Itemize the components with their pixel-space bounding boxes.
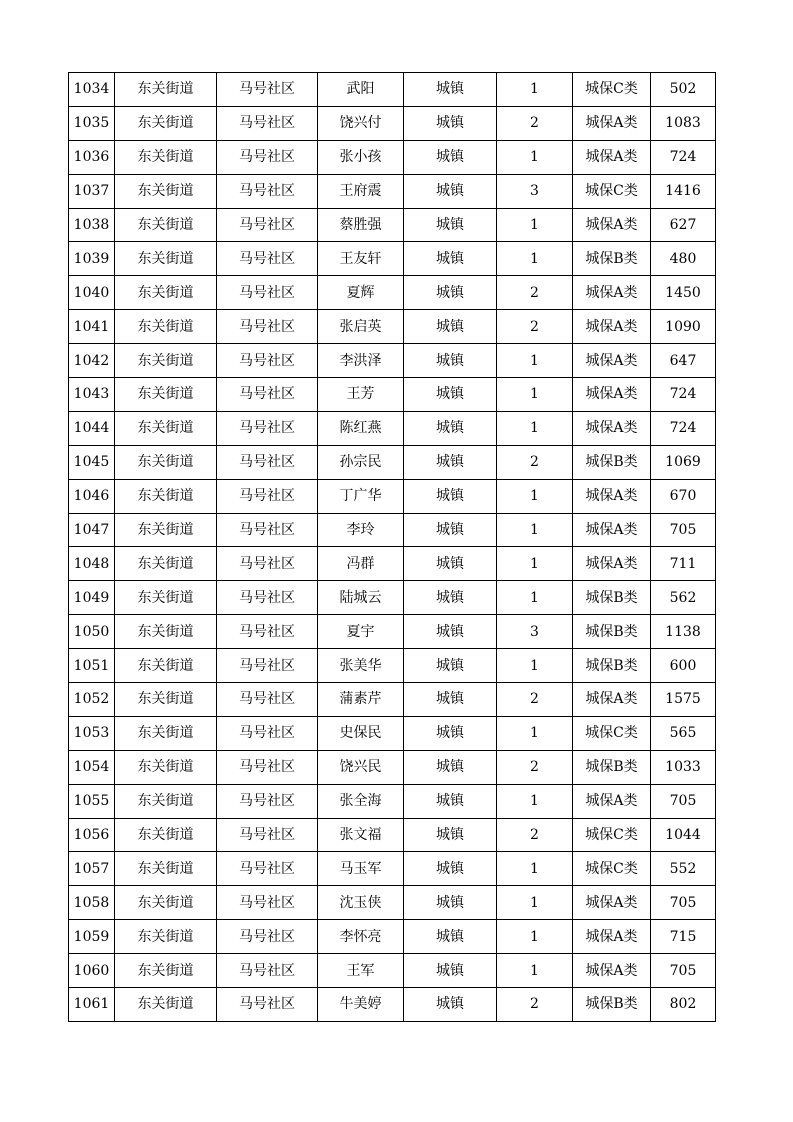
cell-area: 城镇 [404,445,497,479]
cell-amount: 705 [651,886,716,920]
cell-amount: 1083 [651,106,716,140]
cell-assistance-type: 城保C类 [573,818,651,852]
cell-name: 张文福 [318,818,404,852]
cell-amount: 1450 [651,276,716,310]
cell-community: 马号社区 [217,818,318,852]
cell-record-id: 1038 [69,208,115,242]
cell-name: 夏辉 [318,276,404,310]
cell-community: 马号社区 [217,649,318,683]
cell-assistance-type: 城保B类 [573,750,651,784]
cell-area: 城镇 [404,208,497,242]
table-row [69,615,716,649]
cell-record-id: 1045 [69,445,115,479]
cell-assistance-type: 城保A类 [573,208,651,242]
cell-name: 沈玉侠 [318,886,404,920]
table-row [69,445,716,479]
cell-name: 蒲素芹 [318,683,404,717]
cell-household-count: 2 [497,445,573,479]
table-row [69,784,716,818]
cell-name: 夏宇 [318,615,404,649]
cell-record-id: 1037 [69,174,115,208]
cell-record-id: 1035 [69,106,115,140]
cell-assistance-type: 城保C类 [573,852,651,886]
cell-record-id: 1046 [69,479,115,513]
cell-area: 城镇 [404,683,497,717]
cell-street: 东关街道 [115,615,217,649]
cell-street: 东关街道 [115,784,217,818]
cell-street: 东关街道 [115,852,217,886]
cell-community: 马号社区 [217,615,318,649]
cell-household-count: 1 [497,886,573,920]
cell-amount: 724 [651,140,716,174]
cell-household-count: 2 [497,683,573,717]
table-row [69,344,716,378]
cell-amount: 711 [651,547,716,581]
cell-community: 马号社区 [217,547,318,581]
cell-household-count: 1 [497,513,573,547]
table-row [69,73,716,107]
cell-household-count: 1 [497,852,573,886]
table-row [69,378,716,412]
cell-record-id: 1059 [69,920,115,954]
cell-record-id: 1057 [69,852,115,886]
cell-community: 马号社区 [217,988,318,1022]
cell-name: 马玉军 [318,852,404,886]
cell-area: 城镇 [404,174,497,208]
cell-street: 东关街道 [115,310,217,344]
cell-community: 马号社区 [217,750,318,784]
cell-record-id: 1044 [69,411,115,445]
cell-community: 马号社区 [217,106,318,140]
table-row [69,818,716,852]
cell-name: 张小孩 [318,140,404,174]
table-row [69,750,716,784]
table-row [69,920,716,954]
cell-amount: 724 [651,378,716,412]
cell-assistance-type: 城保C类 [573,716,651,750]
cell-household-count: 2 [497,310,573,344]
cell-name: 史保民 [318,716,404,750]
cell-community: 马号社区 [217,954,318,988]
cell-street: 东关街道 [115,344,217,378]
cell-community: 马号社区 [217,344,318,378]
cell-street: 东关街道 [115,716,217,750]
cell-name: 蔡胜强 [318,208,404,242]
cell-record-id: 1056 [69,818,115,852]
cell-assistance-type: 城保A类 [573,547,651,581]
cell-name: 丁广华 [318,479,404,513]
cell-record-id: 1043 [69,378,115,412]
cell-amount: 1069 [651,445,716,479]
cell-record-id: 1047 [69,513,115,547]
table-row [69,649,716,683]
table-row [69,683,716,717]
cell-community: 马号社区 [217,411,318,445]
cell-area: 城镇 [404,378,497,412]
cell-area: 城镇 [404,988,497,1022]
cell-street: 东关街道 [115,547,217,581]
cell-record-id: 1042 [69,344,115,378]
cell-amount: 1044 [651,818,716,852]
cell-community: 马号社区 [217,683,318,717]
cell-street: 东关街道 [115,581,217,615]
cell-street: 东关街道 [115,649,217,683]
table-row [69,411,716,445]
table-row [69,140,716,174]
cell-community: 马号社区 [217,920,318,954]
cell-household-count: 2 [497,276,573,310]
cell-record-id: 1040 [69,276,115,310]
cell-household-count: 1 [497,73,573,107]
cell-assistance-type: 城保A类 [573,886,651,920]
cell-name: 牛美婷 [318,988,404,1022]
table-row [69,513,716,547]
cell-amount: 480 [651,242,716,276]
cell-area: 城镇 [404,411,497,445]
cell-name: 李玲 [318,513,404,547]
cell-area: 城镇 [404,73,497,107]
cell-assistance-type: 城保B类 [573,445,651,479]
cell-name: 冯群 [318,547,404,581]
cell-name: 张美华 [318,649,404,683]
cell-household-count: 2 [497,818,573,852]
cell-community: 马号社区 [217,784,318,818]
cell-assistance-type: 城保A类 [573,411,651,445]
cell-amount: 705 [651,954,716,988]
cell-assistance-type: 城保A类 [573,344,651,378]
cell-name: 武阳 [318,73,404,107]
cell-community: 马号社区 [217,174,318,208]
cell-street: 东关街道 [115,479,217,513]
cell-area: 城镇 [404,818,497,852]
cell-community: 马号社区 [217,479,318,513]
cell-community: 马号社区 [217,73,318,107]
cell-street: 东关街道 [115,683,217,717]
cell-area: 城镇 [404,784,497,818]
cell-area: 城镇 [404,106,497,140]
cell-street: 东关街道 [115,988,217,1022]
cell-amount: 715 [651,920,716,954]
cell-household-count: 1 [497,920,573,954]
cell-record-id: 1036 [69,140,115,174]
cell-household-count: 2 [497,106,573,140]
cell-community: 马号社区 [217,242,318,276]
cell-assistance-type: 城保A类 [573,276,651,310]
cell-street: 东关街道 [115,750,217,784]
cell-amount: 1090 [651,310,716,344]
table-row [69,242,716,276]
cell-household-count: 1 [497,242,573,276]
cell-record-id: 1054 [69,750,115,784]
cell-name: 王芳 [318,378,404,412]
table-row [69,106,716,140]
table-row [69,276,716,310]
cell-street: 东关街道 [115,920,217,954]
cell-area: 城镇 [404,140,497,174]
cell-name: 李洪泽 [318,344,404,378]
cell-community: 马号社区 [217,886,318,920]
table-row [69,174,716,208]
cell-household-count: 2 [497,988,573,1022]
cell-name: 饶兴民 [318,750,404,784]
cell-record-id: 1050 [69,615,115,649]
cell-assistance-type: 城保B类 [573,615,651,649]
cell-street: 东关街道 [115,411,217,445]
cell-name: 张启英 [318,310,404,344]
cell-name: 张全海 [318,784,404,818]
cell-area: 城镇 [404,242,497,276]
cell-name: 李怀亮 [318,920,404,954]
cell-amount: 802 [651,988,716,1022]
table-row [69,954,716,988]
cell-area: 城镇 [404,886,497,920]
cell-street: 东关街道 [115,276,217,310]
cell-street: 东关街道 [115,378,217,412]
cell-amount: 1138 [651,615,716,649]
cell-area: 城镇 [404,920,497,954]
cell-record-id: 1055 [69,784,115,818]
roster-table [68,72,716,1022]
cell-community: 马号社区 [217,852,318,886]
table-row [69,310,716,344]
cell-household-count: 1 [497,716,573,750]
cell-household-count: 3 [497,174,573,208]
cell-household-count: 1 [497,411,573,445]
cell-assistance-type: 城保B类 [573,242,651,276]
cell-street: 东关街道 [115,513,217,547]
cell-assistance-type: 城保A类 [573,106,651,140]
cell-community: 马号社区 [217,581,318,615]
cell-assistance-type: 城保B类 [573,988,651,1022]
cell-amount: 1033 [651,750,716,784]
cell-amount: 705 [651,784,716,818]
table-row [69,852,716,886]
cell-street: 东关街道 [115,73,217,107]
cell-record-id: 1034 [69,73,115,107]
cell-amount: 565 [651,716,716,750]
cell-name: 孙宗民 [318,445,404,479]
cell-area: 城镇 [404,513,497,547]
cell-area: 城镇 [404,716,497,750]
cell-assistance-type: 城保A类 [573,784,651,818]
roster-table-body [69,73,716,1022]
cell-area: 城镇 [404,276,497,310]
cell-area: 城镇 [404,954,497,988]
cell-assistance-type: 城保B类 [573,649,651,683]
cell-record-id: 1058 [69,886,115,920]
cell-name: 陆城云 [318,581,404,615]
cell-assistance-type: 城保A类 [573,310,651,344]
cell-record-id: 1060 [69,954,115,988]
cell-area: 城镇 [404,581,497,615]
cell-area: 城镇 [404,479,497,513]
table-row [69,479,716,513]
cell-record-id: 1061 [69,988,115,1022]
cell-household-count: 1 [497,954,573,988]
cell-community: 马号社区 [217,445,318,479]
cell-street: 东关街道 [115,140,217,174]
cell-household-count: 2 [497,750,573,784]
cell-area: 城镇 [404,344,497,378]
cell-household-count: 1 [497,344,573,378]
cell-household-count: 3 [497,615,573,649]
cell-amount: 670 [651,479,716,513]
cell-assistance-type: 城保A类 [573,513,651,547]
cell-amount: 705 [651,513,716,547]
cell-assistance-type: 城保B类 [573,581,651,615]
cell-record-id: 1053 [69,716,115,750]
cell-assistance-type: 城保A类 [573,920,651,954]
cell-community: 马号社区 [217,140,318,174]
cell-assistance-type: 城保A类 [573,683,651,717]
cell-household-count: 1 [497,140,573,174]
cell-record-id: 1048 [69,547,115,581]
cell-area: 城镇 [404,547,497,581]
cell-record-id: 1039 [69,242,115,276]
cell-amount: 627 [651,208,716,242]
cell-amount: 600 [651,649,716,683]
cell-amount: 1416 [651,174,716,208]
cell-household-count: 1 [497,208,573,242]
table-row [69,886,716,920]
cell-household-count: 1 [497,784,573,818]
cell-assistance-type: 城保A类 [573,140,651,174]
table-row [69,716,716,750]
cell-assistance-type: 城保A类 [573,954,651,988]
cell-assistance-type: 城保C类 [573,174,651,208]
cell-record-id: 1051 [69,649,115,683]
cell-community: 马号社区 [217,513,318,547]
cell-name: 陈红燕 [318,411,404,445]
cell-name: 饶兴付 [318,106,404,140]
cell-community: 马号社区 [217,716,318,750]
cell-name: 王军 [318,954,404,988]
cell-street: 东关街道 [115,886,217,920]
cell-record-id: 1052 [69,683,115,717]
cell-street: 东关街道 [115,445,217,479]
cell-record-id: 1049 [69,581,115,615]
table-row [69,547,716,581]
cell-area: 城镇 [404,615,497,649]
cell-area: 城镇 [404,750,497,784]
cell-amount: 502 [651,73,716,107]
cell-amount: 552 [651,852,716,886]
cell-amount: 724 [651,411,716,445]
cell-community: 马号社区 [217,276,318,310]
cell-household-count: 1 [497,378,573,412]
cell-area: 城镇 [404,310,497,344]
cell-area: 城镇 [404,649,497,683]
cell-household-count: 1 [497,649,573,683]
cell-community: 马号社区 [217,310,318,344]
cell-amount: 647 [651,344,716,378]
table-row [69,581,716,615]
table-row [69,208,716,242]
cell-record-id: 1041 [69,310,115,344]
cell-assistance-type: 城保C类 [573,73,651,107]
cell-name: 王友轩 [318,242,404,276]
cell-street: 东关街道 [115,818,217,852]
cell-amount: 562 [651,581,716,615]
cell-street: 东关街道 [115,954,217,988]
cell-amount: 1575 [651,683,716,717]
cell-household-count: 1 [497,581,573,615]
table-row [69,988,716,1022]
cell-assistance-type: 城保A类 [573,479,651,513]
cell-street: 东关街道 [115,208,217,242]
cell-street: 东关街道 [115,242,217,276]
cell-community: 马号社区 [217,208,318,242]
cell-household-count: 1 [497,479,573,513]
cell-street: 东关街道 [115,174,217,208]
cell-street: 东关街道 [115,106,217,140]
cell-assistance-type: 城保A类 [573,378,651,412]
cell-household-count: 1 [497,547,573,581]
cell-area: 城镇 [404,852,497,886]
cell-community: 马号社区 [217,378,318,412]
cell-name: 王府震 [318,174,404,208]
